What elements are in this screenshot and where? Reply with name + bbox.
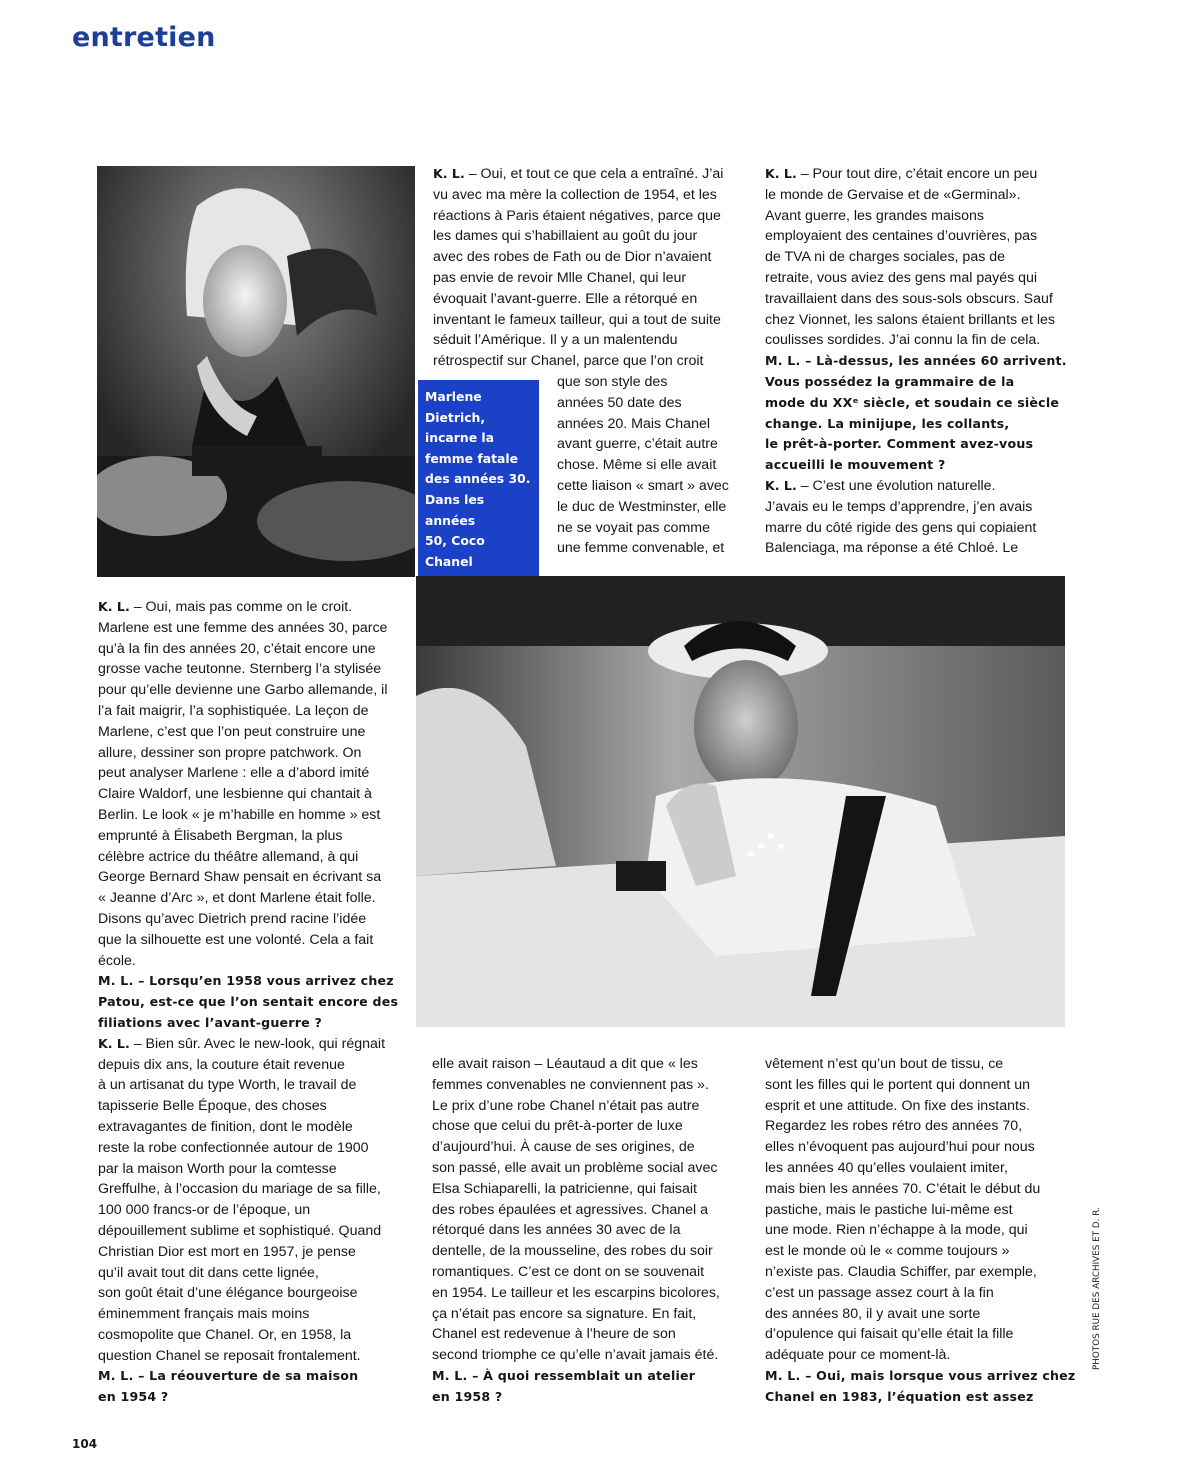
question-line: Vous possédez la grammaire de la	[765, 373, 1015, 389]
text-line: depuis dix ans, la couture était revenue	[98, 1056, 345, 1073]
dietrich-photo	[97, 166, 415, 577]
text-line: dépouillement sublime et sophistiqué. Quand	[98, 1222, 382, 1239]
text-line: Balenciaga, ma réponse a été Chloé. Le	[765, 540, 1019, 557]
text-line: avant guerre, c’était autre	[557, 436, 718, 453]
question-line: M. L. – À quoi ressemblait un atelier	[432, 1367, 696, 1383]
page-number: 104	[72, 1437, 98, 1451]
text-line: retraite, vous aviez des gens mal payés qui	[765, 269, 1038, 286]
speaker-label: K. L.	[433, 166, 465, 181]
text-line: rétrospectif sur Chanel, parce que l’on croit	[433, 353, 704, 370]
text-line: adéquate pour ce moment-là.	[765, 1347, 951, 1364]
text-line: peut analyser Marlene : elle a d’abord imité	[98, 765, 370, 782]
text-line: l’a fait maigrir, l’a sophistiquée. La leçon de	[98, 702, 369, 719]
text-line: les dames qui s’habillaient au goût du jour	[433, 228, 698, 245]
speaker-label: K. L.	[98, 1035, 130, 1051]
text-line: allure, dessiner son propre patchwork. On	[98, 744, 362, 761]
text-line: avec des robes de Fath ou de Dior n’avaient	[433, 249, 712, 266]
text-line: Chanel est redevenue à l’heure de son	[432, 1326, 676, 1343]
text-line: elles n’évoquent pas aujourd’hui pour nous	[765, 1139, 1035, 1156]
column-left	[98, 597, 410, 1408]
question-line: M. L. – Oui, mais lorsque vous arrivez chez	[765, 1367, 1076, 1383]
question-line: filiations avec l’avant-guerre ?	[98, 1014, 322, 1030]
column-top-middle	[433, 164, 743, 372]
text-line: chose. Même si elle avait	[557, 457, 717, 474]
photo-caption	[418, 380, 539, 576]
text-line: pour qu’elle devienne une Garbo allemande, il	[98, 682, 388, 699]
text-line: Marlene, c’est que l’on peut construire une	[98, 723, 366, 740]
text-line: en 1954. Le tailleur et les escarpins bicolores,	[432, 1284, 720, 1301]
text-line: années 20. Mais Chanel	[557, 415, 711, 432]
column-bottom-middle	[432, 1054, 748, 1408]
text-line: évoquait l’avant-guerre. Elle a rétorqué en	[433, 290, 698, 307]
text-line: J’avais eu le temps d’apprendre, j’en avais	[765, 498, 1033, 515]
text-line: Greffulhe, à l’occasion du mariage de sa fille,	[98, 1181, 381, 1198]
text-line: – C’est une évolution naturelle.	[796, 477, 996, 494]
column-top-right	[765, 164, 1085, 559]
text-line: emprunté à Élisabeth Bergman, la plus	[98, 827, 343, 844]
text-line: par la maison Worth pour la comtesse	[98, 1160, 337, 1177]
caption-line: Marlene Dietrich,	[425, 389, 486, 425]
text-line: question Chanel se reposait frontalement.	[98, 1347, 361, 1364]
text-line: réactions à Paris étaient négatives, parce que	[433, 207, 721, 224]
text-line: que son style des	[557, 374, 668, 390]
text-line: rétorqué dans les années 30 avec de la	[432, 1222, 681, 1239]
text-line: son passé, elle avait un problème social avec	[432, 1159, 718, 1176]
text-line: son goût était d’une élégance bourgeoise	[98, 1285, 358, 1302]
text-line: second triomphe ce qu’elle n’avait jamais été.	[432, 1347, 719, 1364]
text-line: vu avec ma mère la collection de 1954, et les	[433, 186, 717, 203]
text-line: Regardez les robes rétro des années 70,	[765, 1118, 1023, 1135]
text-line: pastiche, mais le pastiche lui-même est	[765, 1201, 1013, 1218]
text-line: Marlene est une femme des années 30, parce	[98, 619, 388, 636]
caption-line: 50, Coco Chanel	[425, 533, 485, 569]
text-line: – Bien sûr. Avec le new-look, qui régnait	[129, 1035, 386, 1052]
text-line: « Jeanne d’Arc », et dont Marlene était folle.	[98, 890, 376, 907]
column-bottom-right	[765, 1054, 1083, 1408]
text-line: coulisses sordides. J’ai connu la fin de cela.	[765, 332, 1041, 349]
question-line: mode du XXᵉ siècle, et soudain ce siècle	[765, 394, 1060, 410]
text-line: sont les filles qui le portent qui donnent un	[765, 1076, 1031, 1093]
text-line: des années 80, il y avait une sorte	[765, 1305, 981, 1322]
text-line: d’opulence qui faisait qu’elle était la fille	[765, 1326, 1014, 1343]
question-line: le prêt-à-porter. Comment avez-vous	[765, 436, 1034, 452]
text-line: à un artisanat du type Worth, le travail de	[98, 1077, 357, 1094]
text-line: romantiques. C’est ce dont on se souvenait	[432, 1263, 705, 1280]
text-line: femmes convenables ne conviennent pas ».	[432, 1076, 709, 1093]
text-line: reste la robe confectionnée autour de 1900	[98, 1139, 369, 1156]
question-line: en 1954 ?	[98, 1389, 169, 1405]
text-line: les années 40 qu’elles voulaient imiter,	[765, 1159, 1008, 1176]
text-line: séduit l’Amérique. Il y a un malentendu	[433, 332, 678, 349]
text-line: cosmopolite que Chanel. Or, en 1958, la	[98, 1326, 352, 1343]
text-line: – Oui, mais pas comme on le croit.	[129, 599, 353, 615]
question-line: en 1958 ?	[432, 1388, 503, 1404]
text-line: Avant guerre, les grandes maisons	[765, 207, 984, 224]
section-title: entretien	[72, 22, 216, 53]
text-line: – Oui, et tout ce que cela a entraîné. J’ai	[464, 166, 724, 182]
speaker-label: K. L.	[765, 166, 797, 181]
text-line: ne se voyait pas comme	[557, 519, 710, 536]
text-line: école.	[98, 952, 136, 969]
text-line: chez Vionnet, les salons étaient brillants et les	[765, 311, 1055, 328]
question-line: M. L. – Lorsqu’en 1958 vous arrivez chez	[98, 973, 394, 989]
question-line: change. La minijupe, les collants,	[765, 415, 1010, 431]
text-line: George Bernard Shaw pensait en écrivant sa	[98, 869, 382, 886]
text-line: une mode. Rien n’échappe à la mode, qui	[765, 1222, 1028, 1239]
question-line: Patou, est-ce que l’on sentait encore des	[98, 994, 399, 1010]
text-line: Claire Waldorf, une lesbienne qui chantait à	[98, 786, 372, 803]
text-line: une femme convenable, et	[557, 540, 725, 557]
text-line: que la silhouette est une volonté. Cela a fait	[98, 931, 374, 948]
text-line: c’est un passage assez court à la fin	[765, 1284, 994, 1301]
text-line: Le prix d’une robe Chanel n’était pas autre	[432, 1097, 700, 1114]
text-line: le monde de Gervaise et de «Germinal».	[765, 186, 1021, 203]
text-line: vêtement n’est qu’un bout de tissu, ce	[765, 1056, 1004, 1072]
text-line: mais bien les années 70. C’était le début du	[765, 1180, 1041, 1197]
text-line: de TVA ni de charges sociales, pas de	[765, 249, 1006, 266]
speaker-label: K. L.	[98, 599, 130, 614]
text-line: inventant le fameux tailleur, qui a tout de suite	[433, 311, 721, 328]
text-line: des robes épaulées et agressives. Chanel a	[432, 1201, 709, 1218]
text-line: années 50 date des	[557, 394, 682, 411]
text-line: travaillaient dans des sous-sols obscurs. Sauf	[765, 290, 1053, 307]
question-line: M. L. – La réouverture de sa maison	[98, 1368, 359, 1384]
text-line: le duc de Westminster, elle	[557, 498, 727, 515]
text-line: pas envie de revoir Mlle Chanel, qui leur	[433, 269, 687, 286]
text-line: marre du côté rigide des gens qui copiaient	[765, 519, 1037, 536]
caption-line: incarne la	[425, 430, 495, 446]
caption-line: femme fatale	[425, 450, 519, 466]
caption-line: des années 30.	[425, 471, 531, 487]
text-line: éminemment français mais moins	[98, 1306, 310, 1323]
text-line: est le monde où le « comme toujours »	[765, 1243, 1010, 1260]
photo-credit: PHOTOS RUE DES ARCHIVES ET D. R.	[1092, 1207, 1102, 1370]
text-line: ça n’était pas encore sa signature. En fait,	[432, 1305, 697, 1322]
text-line: employaient des centaines d’ouvrières, pas	[765, 228, 1038, 245]
text-line: chose que celui du prêt-à-porter de luxe	[432, 1118, 683, 1135]
text-line: tapisserie Belle Époque, des choses	[98, 1098, 327, 1115]
text-line: 100 000 francs-or de l’époque, un	[98, 1202, 311, 1219]
text-line: d’aujourd’hui. À cause de ses origines, de	[432, 1139, 695, 1156]
text-line: – Pour tout dire, c’était encore un peu	[796, 166, 1038, 182]
caption-line: Dans les années	[425, 491, 485, 528]
text-line: n’existe pas. Claudia Schiffer, par exemple,	[765, 1263, 1037, 1280]
text-line: qu’il avait tout dit dans cette lignée,	[98, 1264, 319, 1281]
question-line: M. L. – Là-dessus, les années 60 arrivent.	[765, 353, 1067, 369]
text-line: esprit et une attitude. On fixe des instants.	[765, 1097, 1030, 1114]
text-line: dentelle, de la mousseline, des robes du soir	[432, 1243, 713, 1260]
text-line: Christian Dior est mort en 1957, je pense	[98, 1243, 356, 1260]
question-line: Chanel en 1983, l’équation est assez	[765, 1388, 1034, 1404]
text-line: célèbre actrice du théâtre allemand, à qui	[98, 848, 359, 865]
text-line: cette liaison « smart » avec	[557, 477, 729, 494]
text-line: elle avait raison – Léautaud a dit que « les	[432, 1056, 698, 1072]
text-line: grosse vache teutonne. Sternberg l’a stylisée	[98, 661, 382, 678]
speaker-label: K. L.	[765, 477, 797, 493]
text-line: qu’à la fin des années 20, c’était encore une	[98, 640, 376, 657]
question-line: accueilli le mouvement ?	[765, 457, 946, 473]
text-line: Disons qu’avec Dietrich prend racine l’idée	[98, 910, 367, 927]
column-top-middle-narrow	[557, 372, 747, 559]
text-line: extravagantes de finition, dont le modèle	[98, 1118, 353, 1135]
chanel-photo	[416, 576, 1065, 1027]
text-line: Berlin. Le look « je m’habille en homme » est	[98, 806, 381, 823]
text-line: Elsa Schiaparelli, la patricienne, qui faisait	[432, 1180, 697, 1197]
